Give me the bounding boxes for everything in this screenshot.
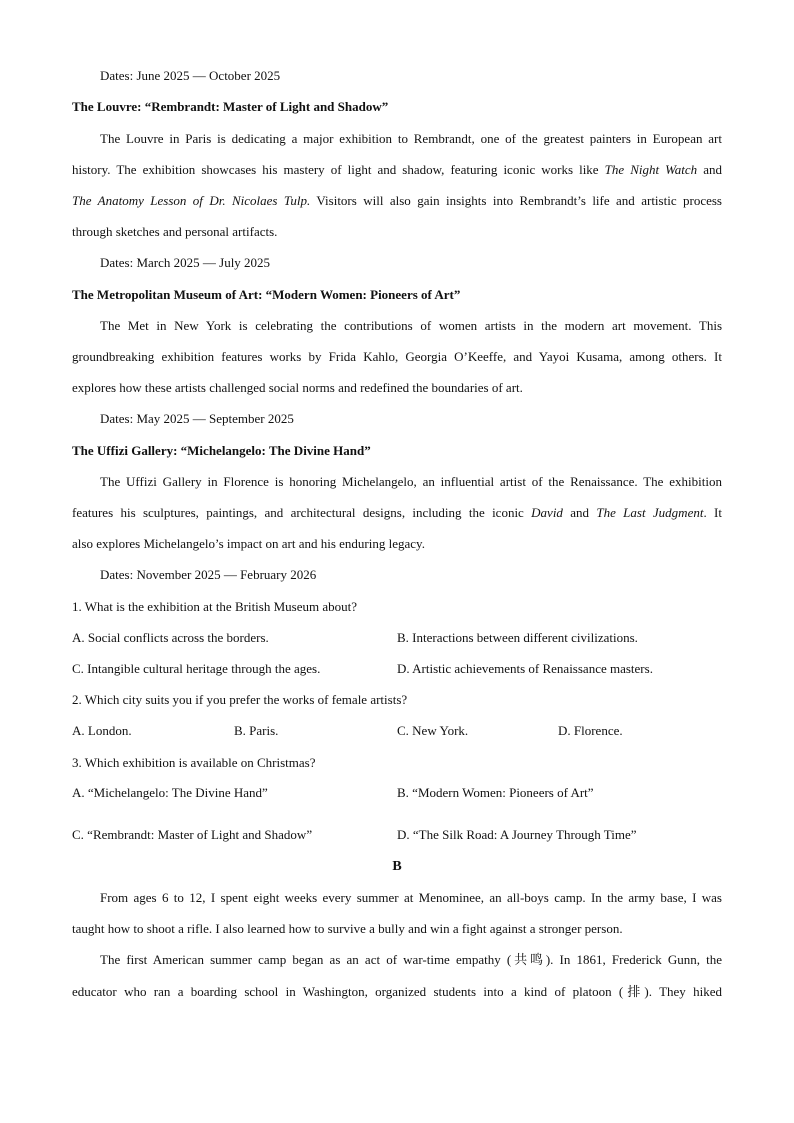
answer-option: B. Paris.	[234, 723, 279, 738]
answer-option: A. “Michelangelo: The Divine Hand”	[72, 785, 268, 800]
answer-option: D. “The Silk Road: A Journey Through Time”	[397, 827, 637, 842]
met-heading: The Metropolitan Museum of Art: “Modern Women: Pioneers of Art”	[72, 287, 461, 302]
answer-option: C. “Rembrandt: Master of Light and Shadow”	[72, 827, 313, 842]
louvre-paragraph-line: history. The exhibition showcases his mastery of light and shadow, featuring iconic works like The Night Watch and	[72, 162, 722, 177]
answer-option: C. Intangible cultural heritage through the ages.	[72, 661, 321, 676]
artwork-title: The Anatomy Lesson of Dr. Nicolaes Tulp.	[72, 193, 311, 208]
met-dates: Dates: May 2025 — September 2025	[100, 411, 294, 426]
question-stem: 1. What is the exhibition at the British Museum about?	[72, 599, 357, 614]
answer-option: A. Social conflicts across the borders.	[72, 630, 269, 645]
uffizi-heading: The Uffizi Gallery: “Michelangelo: The Divine Hand”	[72, 443, 371, 458]
met-paragraph-line: The Met in New York is celebrating the contributions of women artists in the modern art movement. This	[100, 318, 722, 333]
answer-option: D. Florence.	[558, 723, 623, 738]
met-paragraph-line: groundbreaking exhibition features works by Frida Kahlo, Georgia O’Keeffe, and Yayoi Kusama, among others. It	[72, 349, 722, 364]
prev-exhibition-dates: Dates: June 2025 — October 2025	[100, 68, 281, 83]
section-label: B	[392, 859, 402, 874]
answer-option: A. London.	[72, 723, 132, 738]
artwork-title: The Last Judgment	[596, 505, 704, 520]
louvre-paragraph-line: The Louvre in Paris is dedicating a major exhibition to Rembrandt, one of the greatest painters in European art	[100, 131, 722, 146]
louvre-paragraph-line: through sketches and personal artifacts.	[72, 224, 278, 239]
question-stem: 3. Which exhibition is available on Christmas?	[72, 755, 316, 770]
passage-b-line: From ages 6 to 12, I spent eight weeks every summer at Menominee, an all-boys camp. In the army base, I was	[100, 890, 722, 905]
answer-option: B. “Modern Women: Pioneers of Art”	[397, 785, 594, 800]
answer-option: B. Interactions between different civilizations.	[397, 630, 638, 645]
passage-b-line: taught how to shoot a rifle. I also learned how to survive a bully and win a fight against a stronger person.	[72, 921, 623, 936]
answer-option: D. Artistic achievements of Renaissance masters.	[397, 661, 653, 676]
answer-option: C. New York.	[397, 723, 469, 738]
artwork-title: David	[531, 505, 563, 520]
passage-b-line: educator who ran a boarding school in Washington, organized students into a kind of platoon (排). They hiked	[72, 984, 722, 999]
uffizi-paragraph-line: features his sculptures, paintings, and architectural designs, including the iconic David and The Last Judgment. It	[72, 505, 722, 520]
question-stem: 2. Which city suits you if you prefer the works of female artists?	[72, 692, 408, 707]
uffizi-paragraph-line: The Uffizi Gallery in Florence is honoring Michelangelo, an influential artist of the Renaissance. The exhibition	[100, 474, 722, 489]
louvre-dates: Dates: March 2025 — July 2025	[100, 255, 271, 270]
uffizi-dates: Dates: November 2025 — February 2026	[100, 567, 317, 582]
artwork-title: The Night Watch	[604, 162, 698, 177]
louvre-heading: The Louvre: “Rembrandt: Master of Light and Shadow”	[72, 99, 389, 114]
passage-b-line: The first American summer camp began as an act of war-time empathy (共鸣). In 1861, Frederick Gunn, the	[100, 952, 722, 967]
uffizi-paragraph-line: also explores Michelangelo’s impact on art and his enduring legacy.	[72, 536, 425, 551]
met-paragraph-line: explores how these artists challenged social norms and redefined the boundaries of art.	[72, 380, 523, 395]
louvre-paragraph-line: The Anatomy Lesson of Dr. Nicolaes Tulp. Visitors will also gain insights into Rembrandt’s life and artistic process	[72, 193, 722, 208]
